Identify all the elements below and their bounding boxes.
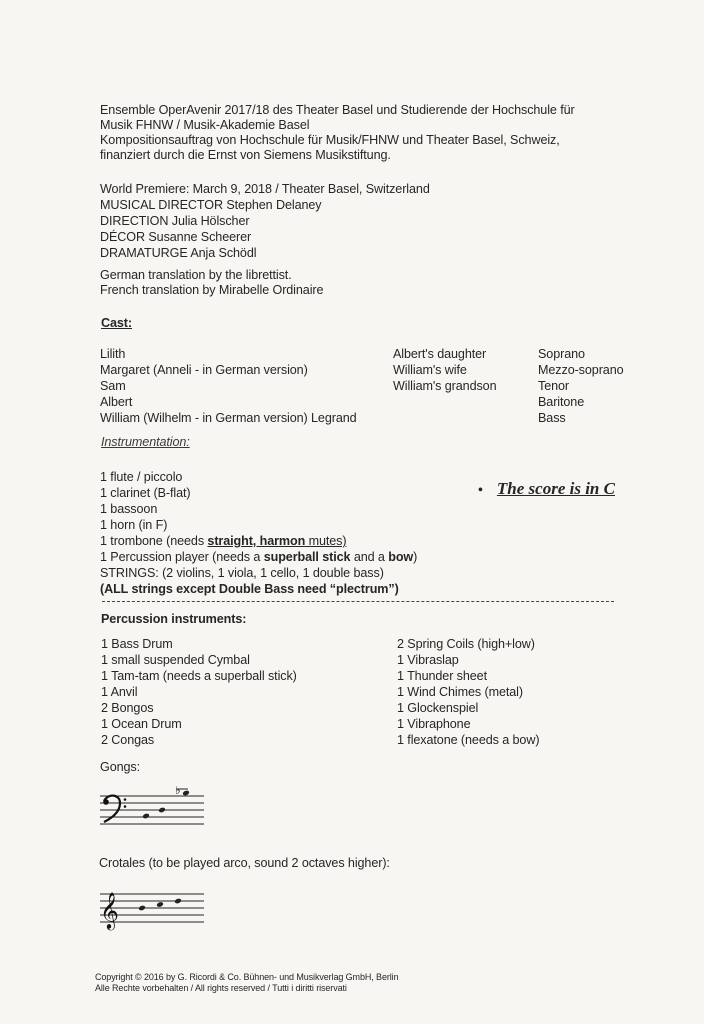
percussion-list-right <box>397 636 539 748</box>
copyright-line: Copyright © 2016 by G. Ricordi & Co. Bühnen- und Musikverlag GmbH, Berlin <box>95 972 399 982</box>
score-in-c-text: The score is in C <box>496 479 615 498</box>
cast-voice: Soprano <box>538 347 585 361</box>
gongs-bass-staff <box>98 786 208 836</box>
bass-clef-icon <box>103 796 126 822</box>
percussion-item: 1 Anvil <box>101 685 138 699</box>
header-line-1: Ensemble OperAvenir 2017/18 des Theater Basel und Studierende der Hochschule für <box>100 103 575 117</box>
cast-name: Sam <box>100 379 126 393</box>
gongs-label: Gongs: <box>100 760 141 774</box>
header-line-3: Kompositionsauftrag von Hochschule für Musik/FHNW und Theater Basel, Schweiz, <box>100 133 560 147</box>
instrument-bassoon: 1 bassoon <box>100 502 158 516</box>
cast-voice: Tenor <box>538 379 570 393</box>
instrument-horn: 1 horn (in F) <box>100 518 168 532</box>
instrumentation-heading: Instrumentation: <box>101 435 190 449</box>
cast-name: William (Wilhelm - in German version) Legrand <box>100 411 357 425</box>
percussion-item: 1 small suspended Cymbal <box>101 653 250 667</box>
trombone-text: 1 trombone (needs <box>100 534 208 548</box>
treble-clef-icon: 𝄞 <box>100 891 119 929</box>
percussion-mid: and a <box>350 550 389 564</box>
score-in-c-note <box>478 479 615 499</box>
rights-line: Alle Rechte vorbehalten / All rights reserved / Tutti i diritti riservati <box>95 983 347 993</box>
percussion-item: 2 Congas <box>101 733 155 747</box>
gong-note <box>182 790 190 796</box>
cast-heading: Cast: <box>101 316 132 330</box>
cast-relation: William's grandson <box>393 379 497 393</box>
strings-plectrum-note: (ALL strings except Double Bass need “plectrum”) <box>100 582 399 596</box>
commission-header <box>100 103 575 163</box>
flat-sign: ♭ <box>175 786 181 797</box>
header-line-4: finanziert durch die Ernst von Siemens Musikstiftung. <box>100 148 391 162</box>
trombone-mutes: straight, harmon <box>207 534 306 548</box>
cast-name: Lilith <box>100 347 126 361</box>
percussion-item: 1 Tam-tam (needs a superball stick) <box>101 669 297 683</box>
musical-director: MUSICAL DIRECTOR Stephen Delaney <box>100 198 322 212</box>
cast-relations <box>393 346 497 394</box>
percussion-item: 1 Glockenspiel <box>397 701 479 715</box>
gong-note <box>142 813 150 819</box>
instrument-percussion <box>100 549 417 565</box>
percussion-heading: Percussion instruments: <box>101 612 247 626</box>
crotales-label: Crotales (to be played arco, sound 2 octaves higher): <box>99 856 390 870</box>
premiere-credits <box>100 181 430 261</box>
crotale-note <box>156 901 164 907</box>
instrument-flute: 1 flute / piccolo <box>100 470 183 484</box>
copyright-footer <box>95 972 398 994</box>
percussion-item: 1 Bass Drum <box>101 637 173 651</box>
crotale-note <box>174 898 182 904</box>
bullet-icon: • <box>478 483 483 498</box>
cast-voices <box>538 346 624 426</box>
instrument-clarinet: 1 clarinet (B-flat) <box>100 486 191 500</box>
crotale-note <box>138 905 146 911</box>
translation-credits <box>100 268 323 298</box>
trombone-mutes-suffix: mutes) <box>305 534 347 548</box>
instrument-strings: STRINGS: (2 violins, 1 viola, 1 cello, 1 double bass) <box>100 566 384 580</box>
instrument-list <box>100 469 417 597</box>
percussion-item: 1 flexatone (needs a bow) <box>397 733 540 747</box>
cast-name: Albert <box>100 395 133 409</box>
percussion-item: 1 Vibraphone <box>397 717 471 731</box>
cast-voice: Mezzo-soprano <box>538 363 624 377</box>
dashed-divider <box>102 601 614 602</box>
direction: DIRECTION Julia Hölscher <box>100 214 250 228</box>
crotales-treble-staff <box>98 882 208 934</box>
cast-names <box>100 346 357 426</box>
percussion-item: 1 Thunder sheet <box>397 669 487 683</box>
percussion-item: 1 Vibraslap <box>397 653 459 667</box>
percussion-item: 2 Spring Coils (high+low) <box>397 637 535 651</box>
percussion-list-left <box>101 636 297 748</box>
cast-voice: Bass <box>538 411 566 425</box>
gong-note <box>158 807 166 813</box>
instrument-trombone <box>100 533 417 549</box>
percussion-item: 1 Wind Chimes (metal) <box>397 685 523 699</box>
percussion-item: 2 Bongos <box>101 701 154 715</box>
cast-relation: William's wife <box>393 363 467 377</box>
french-translation: French translation by Mirabelle Ordinaire <box>100 283 324 297</box>
cast-relation: Albert's daughter <box>393 347 487 361</box>
percussion-close: ) <box>413 550 418 564</box>
cast-name: Margaret (Anneli - in German version) <box>100 363 308 377</box>
german-translation: German translation by the librettist. <box>100 268 292 282</box>
bow: bow <box>388 550 414 564</box>
percussion-text: 1 Percussion player (needs a <box>100 550 264 564</box>
header-line-2: Musik FHNW / Musik-Akademie Basel <box>100 118 310 132</box>
superball-stick: superball stick <box>263 550 351 564</box>
world-premiere: World Premiere: March 9, 2018 / Theater Basel, Switzerland <box>100 182 430 196</box>
percussion-item: 1 Ocean Drum <box>101 717 182 731</box>
cast-voice: Baritone <box>538 395 585 409</box>
decor: DÉCOR Susanne Scheerer <box>100 230 252 244</box>
dramaturge: DRAMATURGE Anja Schödl <box>100 246 257 260</box>
